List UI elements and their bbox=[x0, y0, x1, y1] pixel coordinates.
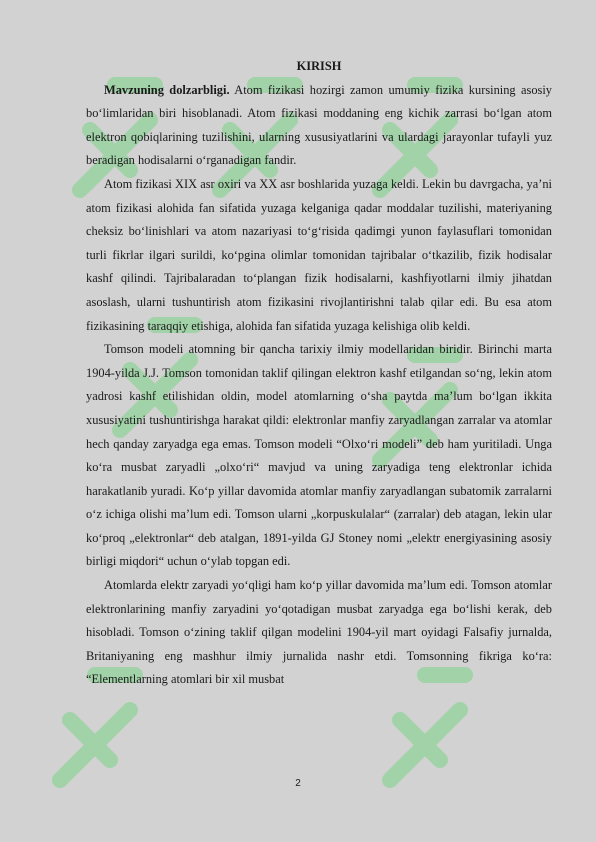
paragraph bbox=[86, 79, 552, 173]
page-number: 2 bbox=[295, 778, 301, 789]
paragraph-text: Atom fizikasi XIX asr oxiri va XX asr boshlarida yuzaga keldi. Lekin bu davrgacha, ya’ni atom fizikasi alohida fan sifatida yuzaga kelganiga qadar moddalar tuzilishi, materiyaning cheksiz bo‘linishlari va atom nazariyasi to‘g‘risida qadimgi yunon faylasuflari tomonidan turli fikrlar ilgari surildi, ko‘pgina olimlar tomonidan tajribalar o‘tkazilib, fizik hodisalar kashf qilindi. Tajribalaradan to‘plangan fizik hodisalarni, kashfiyotlarni ilmiy jihatdan asoslash, ularni tushuntirish atom fizikasini rivojlantirishni talab qilar edi. Bu esa atom fizikasining taraqqiy etishiga, alohida fan sifatida yuzaga kelishiga olib keldi. bbox=[86, 176, 552, 333]
page-title: KIRISH bbox=[296, 59, 342, 73]
paragraph bbox=[86, 574, 552, 692]
paragraph-text: Atomlarda elektr zaryadi yo‘qligi ham ko‘p yillar davomida ma’lum edi. Tomson atomlar elektronlarining manfiy zaryadini yo‘qotadigan musbat zaryadga ega bo‘lishi kerak, deb hisobladi. Tomson o‘zining taklif qilgan modelini 1904-yil mart oyidagi Falsafiy jurnalda, Britaniyaning eng mashhur ilmiy jurnalida nashr etdi. Tomsonning fikriga ko‘ra: “Elementlarning atomlari bir xil musbat bbox=[86, 578, 552, 687]
paragraph-text: Atom fizikasi hozirgi zamon umumiy fizika kursining asosiy bo‘limlaridan biri hisoblanadi. Atom fizikasi moddaning eng kichik zarrasi bo‘lgan atom elektron qobiqlarining tuzilishini, ularning xususiyatlarini va ulardagi jarayonlar tufayli yuz beradigan hodisalarni o‘rganadigan fandir. bbox=[86, 82, 552, 168]
paragraph bbox=[86, 338, 552, 574]
document-body bbox=[86, 55, 552, 692]
paragraph-lead: Mavzuning dolzarbligi. bbox=[104, 82, 230, 97]
paragraph-text: Tomson modeli atomning bir qancha tarixiy ilmiy modellaridan biridir. Birinchi marta 1904-yilda J.J. Tomson tomonidan taklif qilingan elektron kashf etilgandan so‘ng, lekin atom yadrosi kashf etilishidan oldin, model atomlarning o‘sha paytda ma’lum bo‘lgan ikkita xususiyatini tushuntirishga harakat qildi: elektronlar manfiy zaryadlangan zarralar va atomlar hech qanday zaryadga ega emas. Tomson modeli “Olxo‘ri modeli” deb ham yuritiladi. Unga ko‘ra musbat zaryadli „olxo‘ri“ mavjud va uning zaryadiga teng elektronlar ichida harakatlanib yuradi. Ko‘p yillar davomida atomlar manfiy zaryadlangan subatomik zarralarni o‘z ichiga olishi ma’lum edi. Tomson ularni „korpuskulalar“ (zarralar) deb atagan, lekin ular ko‘proq „elektronlar“ deb atalgan, 1891-yilda GJ Stoney nomi „elektr energiyasining asosiy birligi miqdori“ uchun o‘ylab topgan edi. bbox=[86, 342, 552, 569]
paragraph bbox=[86, 173, 552, 338]
